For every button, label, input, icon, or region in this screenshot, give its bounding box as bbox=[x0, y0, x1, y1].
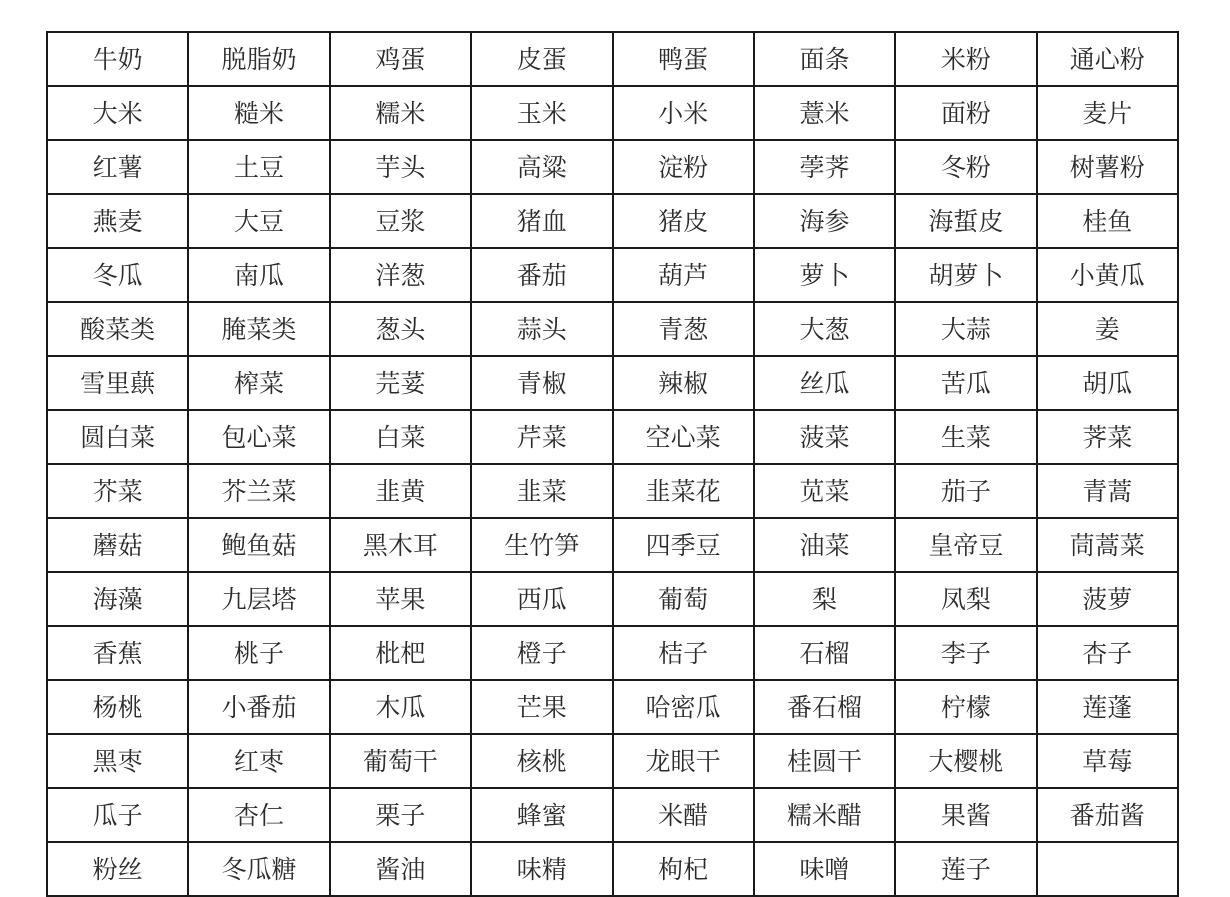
table-row bbox=[47, 734, 1178, 788]
table-cell: 空心菜 bbox=[613, 410, 754, 464]
table-cell: 冬瓜 bbox=[47, 248, 188, 302]
table-cell: 四季豆 bbox=[613, 518, 754, 572]
table-cell: 龙眼干 bbox=[613, 734, 754, 788]
table-cell: 姜 bbox=[1037, 302, 1178, 356]
table-cell: 芒果 bbox=[471, 680, 612, 734]
table-cell: 海参 bbox=[754, 194, 895, 248]
table-cell: 菠萝 bbox=[1037, 572, 1178, 626]
table-cell: 番茄酱 bbox=[1037, 788, 1178, 842]
table-cell: 菠菜 bbox=[754, 410, 895, 464]
table-cell: 梨 bbox=[754, 572, 895, 626]
table-cell: 冬瓜糖 bbox=[188, 842, 329, 896]
table-row bbox=[47, 572, 1178, 626]
table-cell: 果酱 bbox=[895, 788, 1036, 842]
table-cell: 葡萄干 bbox=[330, 734, 471, 788]
table-cell: 韭菜 bbox=[471, 464, 612, 518]
table-cell: 圆白菜 bbox=[47, 410, 188, 464]
table-cell: 淀粉 bbox=[613, 140, 754, 194]
table-cell: 土豆 bbox=[188, 140, 329, 194]
table-cell: 牛奶 bbox=[47, 32, 188, 86]
table-cell: 丝瓜 bbox=[754, 356, 895, 410]
table-row bbox=[47, 356, 1178, 410]
table-cell: 凤梨 bbox=[895, 572, 1036, 626]
table-cell: 栗子 bbox=[330, 788, 471, 842]
table-cell: 猪血 bbox=[471, 194, 612, 248]
table-cell: 大蒜 bbox=[895, 302, 1036, 356]
table-cell: 枇杷 bbox=[330, 626, 471, 680]
table-cell: 玉米 bbox=[471, 86, 612, 140]
table-cell: 茄子 bbox=[895, 464, 1036, 518]
table-cell: 桂鱼 bbox=[1037, 194, 1178, 248]
table-cell: 胡萝卜 bbox=[895, 248, 1036, 302]
table-cell: 苹果 bbox=[330, 572, 471, 626]
table-cell: 莲蓬 bbox=[1037, 680, 1178, 734]
table-cell: 柠檬 bbox=[895, 680, 1036, 734]
table-cell: 味精 bbox=[471, 842, 612, 896]
table-cell: 薏米 bbox=[754, 86, 895, 140]
table-cell: 红薯 bbox=[47, 140, 188, 194]
table-cell: 大樱桃 bbox=[895, 734, 1036, 788]
table-row bbox=[47, 788, 1178, 842]
table-cell: 小番茄 bbox=[188, 680, 329, 734]
table-cell: 大豆 bbox=[188, 194, 329, 248]
table-cell: 葫芦 bbox=[613, 248, 754, 302]
table-cell: 米粉 bbox=[895, 32, 1036, 86]
table-cell: 面条 bbox=[754, 32, 895, 86]
table-cell: 味噌 bbox=[754, 842, 895, 896]
table-cell: 大米 bbox=[47, 86, 188, 140]
table-row bbox=[47, 302, 1178, 356]
table-cell: 榨菜 bbox=[188, 356, 329, 410]
table-cell: 芋头 bbox=[330, 140, 471, 194]
table-cell: 辣椒 bbox=[613, 356, 754, 410]
table-cell: 冬粉 bbox=[895, 140, 1036, 194]
table-cell: 番茄 bbox=[471, 248, 612, 302]
table-cell: 青蒿 bbox=[1037, 464, 1178, 518]
table-cell: 哈密瓜 bbox=[613, 680, 754, 734]
table-row bbox=[47, 194, 1178, 248]
table-cell: 蒜头 bbox=[471, 302, 612, 356]
table-cell: 脱脂奶 bbox=[188, 32, 329, 86]
table-cell: 芥兰菜 bbox=[188, 464, 329, 518]
table-cell: 猪皮 bbox=[613, 194, 754, 248]
table-cell: 苋菜 bbox=[754, 464, 895, 518]
table-cell: 胡瓜 bbox=[1037, 356, 1178, 410]
table-row bbox=[47, 140, 1178, 194]
table-cell: 葱头 bbox=[330, 302, 471, 356]
table-row bbox=[47, 410, 1178, 464]
table-cell: 海蜇皮 bbox=[895, 194, 1036, 248]
table-cell: 小米 bbox=[613, 86, 754, 140]
table-cell: 芥菜 bbox=[47, 464, 188, 518]
table-cell: 番石榴 bbox=[754, 680, 895, 734]
table-cell: 鸡蛋 bbox=[330, 32, 471, 86]
table-cell: 莲子 bbox=[895, 842, 1036, 896]
table-cell: 大葱 bbox=[754, 302, 895, 356]
table-row bbox=[47, 518, 1178, 572]
table-cell: 荸荠 bbox=[754, 140, 895, 194]
table-cell: 糙米 bbox=[188, 86, 329, 140]
food-table bbox=[46, 31, 1179, 897]
table-cell: 白菜 bbox=[330, 410, 471, 464]
table-cell: 小黄瓜 bbox=[1037, 248, 1178, 302]
table-cell: 生菜 bbox=[895, 410, 1036, 464]
table-row bbox=[47, 464, 1178, 518]
table-cell: 洋葱 bbox=[330, 248, 471, 302]
table-cell: 蜂蜜 bbox=[471, 788, 612, 842]
table-cell: 黑木耳 bbox=[330, 518, 471, 572]
table-cell: 石榴 bbox=[754, 626, 895, 680]
table-cell: 皮蛋 bbox=[471, 32, 612, 86]
table-cell: 酸菜类 bbox=[47, 302, 188, 356]
table-cell: 枸杞 bbox=[613, 842, 754, 896]
table-cell: 李子 bbox=[895, 626, 1036, 680]
table-cell: 苦瓜 bbox=[895, 356, 1036, 410]
table-cell: 生竹笋 bbox=[471, 518, 612, 572]
table-cell: 杏仁 bbox=[188, 788, 329, 842]
table-cell: 高粱 bbox=[471, 140, 612, 194]
food-table-body bbox=[47, 32, 1178, 896]
table-cell: 香蕉 bbox=[47, 626, 188, 680]
table-cell: 九层塔 bbox=[188, 572, 329, 626]
table-cell: 蘑菇 bbox=[47, 518, 188, 572]
table-row bbox=[47, 626, 1178, 680]
table-cell: 糯米醋 bbox=[754, 788, 895, 842]
table-cell: 燕麦 bbox=[47, 194, 188, 248]
table-cell: 茼蒿菜 bbox=[1037, 518, 1178, 572]
table-cell: 萝卜 bbox=[754, 248, 895, 302]
table-cell: 树薯粉 bbox=[1037, 140, 1178, 194]
table-cell: 麦片 bbox=[1037, 86, 1178, 140]
table-cell: 青椒 bbox=[471, 356, 612, 410]
table-cell: 海藻 bbox=[47, 572, 188, 626]
table-cell: 皇帝豆 bbox=[895, 518, 1036, 572]
table-cell: 通心粉 bbox=[1037, 32, 1178, 86]
table-cell: 桃子 bbox=[188, 626, 329, 680]
table-cell: 面粉 bbox=[895, 86, 1036, 140]
table-cell: 瓜子 bbox=[47, 788, 188, 842]
table-cell: 木瓜 bbox=[330, 680, 471, 734]
table-cell: 葡萄 bbox=[613, 572, 754, 626]
table-cell: 油菜 bbox=[754, 518, 895, 572]
table-cell: 南瓜 bbox=[188, 248, 329, 302]
table-cell: 荠菜 bbox=[1037, 410, 1178, 464]
table-cell: 芫荽 bbox=[330, 356, 471, 410]
table-cell: 韭菜花 bbox=[613, 464, 754, 518]
table-cell: 黑枣 bbox=[47, 734, 188, 788]
table-cell: 草莓 bbox=[1037, 734, 1178, 788]
table-cell: 鲍鱼菇 bbox=[188, 518, 329, 572]
table-cell: 包心菜 bbox=[188, 410, 329, 464]
table-cell: 桂圆干 bbox=[754, 734, 895, 788]
table-cell: 鸭蛋 bbox=[613, 32, 754, 86]
table-cell: 酱油 bbox=[330, 842, 471, 896]
table-cell: 西瓜 bbox=[471, 572, 612, 626]
table-cell: 豆浆 bbox=[330, 194, 471, 248]
table-row bbox=[47, 248, 1178, 302]
table-row bbox=[47, 680, 1178, 734]
table-cell: 米醋 bbox=[613, 788, 754, 842]
table-cell: 腌菜类 bbox=[188, 302, 329, 356]
table-cell: 粉丝 bbox=[47, 842, 188, 896]
table-cell: 橙子 bbox=[471, 626, 612, 680]
table-cell: 杨桃 bbox=[47, 680, 188, 734]
table-cell: 核桃 bbox=[471, 734, 612, 788]
table-cell: 红枣 bbox=[188, 734, 329, 788]
table-cell: 青葱 bbox=[613, 302, 754, 356]
table-cell: 雪里蕻 bbox=[47, 356, 188, 410]
table-cell: 糯米 bbox=[330, 86, 471, 140]
table-cell: 韭黄 bbox=[330, 464, 471, 518]
table-cell: 杏子 bbox=[1037, 626, 1178, 680]
table-cell: 芹菜 bbox=[471, 410, 612, 464]
table-row bbox=[47, 86, 1178, 140]
table-row bbox=[47, 32, 1178, 86]
table-cell: 桔子 bbox=[613, 626, 754, 680]
